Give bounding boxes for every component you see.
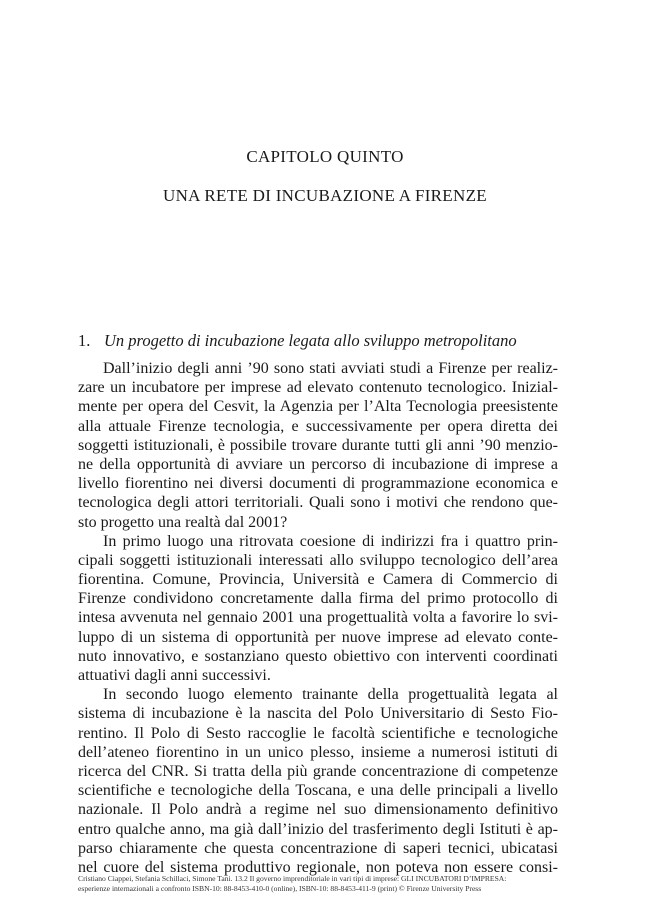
body-line: nazionale. Il Polo andrà a regime nel suo dimensionamento definitivo: [78, 801, 558, 819]
chapter-label: CAPITOLO QUINTO: [246, 147, 404, 166]
body-line: soggetti istituzionali, è possibile trovare durante tutti gli anni ’90 menzio-: [78, 436, 558, 454]
body-line: alla attuale Firenze tecnologia, e successivamente per opera diretta dei: [78, 417, 558, 435]
copyright-footer: [78, 874, 568, 894]
footer-line: Cristiano Ciappei, Stefania Schillaci, Simone Tani. 13.2 Il governo imprenditoriale in vari tipi di imprese: GLI INCUBATORI D’IMPRESA:: [78, 874, 507, 883]
body-line: Dall’inizio degli anni ’90 sono stati avviati studi a Firenze per realiz-: [103, 360, 558, 377]
body-line: dell’ateneo fiorentino in un unico plesso, insieme a numerosi istituti di: [78, 743, 558, 761]
body-line: In primo luogo una ritrovata coesione di indirizzi fra i quattro prin-: [103, 532, 558, 550]
body-line: attuativi dagli anni successivi.: [78, 667, 271, 684]
body-line: rentino. Il Polo di Sesto raccoglie le facoltà scientifiche e tecnologiche: [78, 724, 558, 742]
section-number: 1.: [78, 331, 91, 350]
body-line: fiorentina. Comune, Provincia, Università e Camera di Commercio di: [78, 571, 558, 589]
body-line: scientifiche e tecnologiche della Toscana, e una delle principali a livello: [78, 782, 558, 800]
body-line: sistema di incubazione è la nascita del Polo Universitario di Sesto Fio-: [78, 705, 558, 723]
footer-line: esperienze internazionali a confronto ISBN-10: 88-8453-410-0 (online), ISBN-10: 88-8453-411-9 (print) © Firenze University Press: [78, 884, 482, 893]
body-line: nel cuore del sistema produttivo regionale, non poteva non essere consi-: [78, 858, 558, 876]
body-line: entro qualche anno, ma già dall’inizio del trasferimento degli Istituti è ap-: [78, 820, 558, 838]
body-line: ne della opportunità di avviare un percorso di incubazione di imprese a: [78, 455, 558, 473]
body-line: Firenze condividono concretamente dalla firma del primo protocollo di: [78, 590, 558, 608]
body-text: [78, 359, 558, 877]
body-line: In secondo luogo elemento trainante della progettualità legata al: [103, 686, 558, 704]
body-line: sto progetto una realtà dal 2001?: [78, 513, 288, 531]
body-line: zare un incubatore per imprese ad elevato contenuto tecnologico. Inizial-: [78, 379, 558, 397]
body-line: livello fiorentino nei diversi documenti di programmazione economica e: [78, 475, 558, 493]
body-line: ricerca del CNR. Si tratta della più grande concentrazione di competenze: [78, 762, 558, 780]
body-line: parso chiaramente che questa concentrazione di saperi tecnici, ubicatasi: [78, 839, 558, 857]
section-title: Un progetto di incubazione legata allo sviluppo metropolitano: [104, 331, 517, 350]
body-line: cipali soggetti istituzionali interessati allo sviluppo tecnologico dell’area: [78, 551, 558, 569]
body-line: nuto innovativo, e sostanziano questo obiettivo con interventi coordinati: [78, 647, 558, 665]
body-line: luppo di un sistema di opportunità per nuove imprese ad elevato conte-: [78, 628, 558, 646]
body-line: mente per opera del Cesvit, la Agenzia per l’Alta Tecnologia preesistente: [78, 398, 558, 416]
body-line: intesa avvenuta nel gennaio 2001 una progettualità volta a favorire lo svi-: [78, 609, 558, 627]
body-line: tecnologica degli attori territoriali. Quali sono i motivi che rendono que-: [78, 494, 558, 512]
chapter-title: UNA RETE DI INCUBAZIONE A FIRENZE: [163, 186, 487, 205]
section-heading: [78, 331, 568, 351]
